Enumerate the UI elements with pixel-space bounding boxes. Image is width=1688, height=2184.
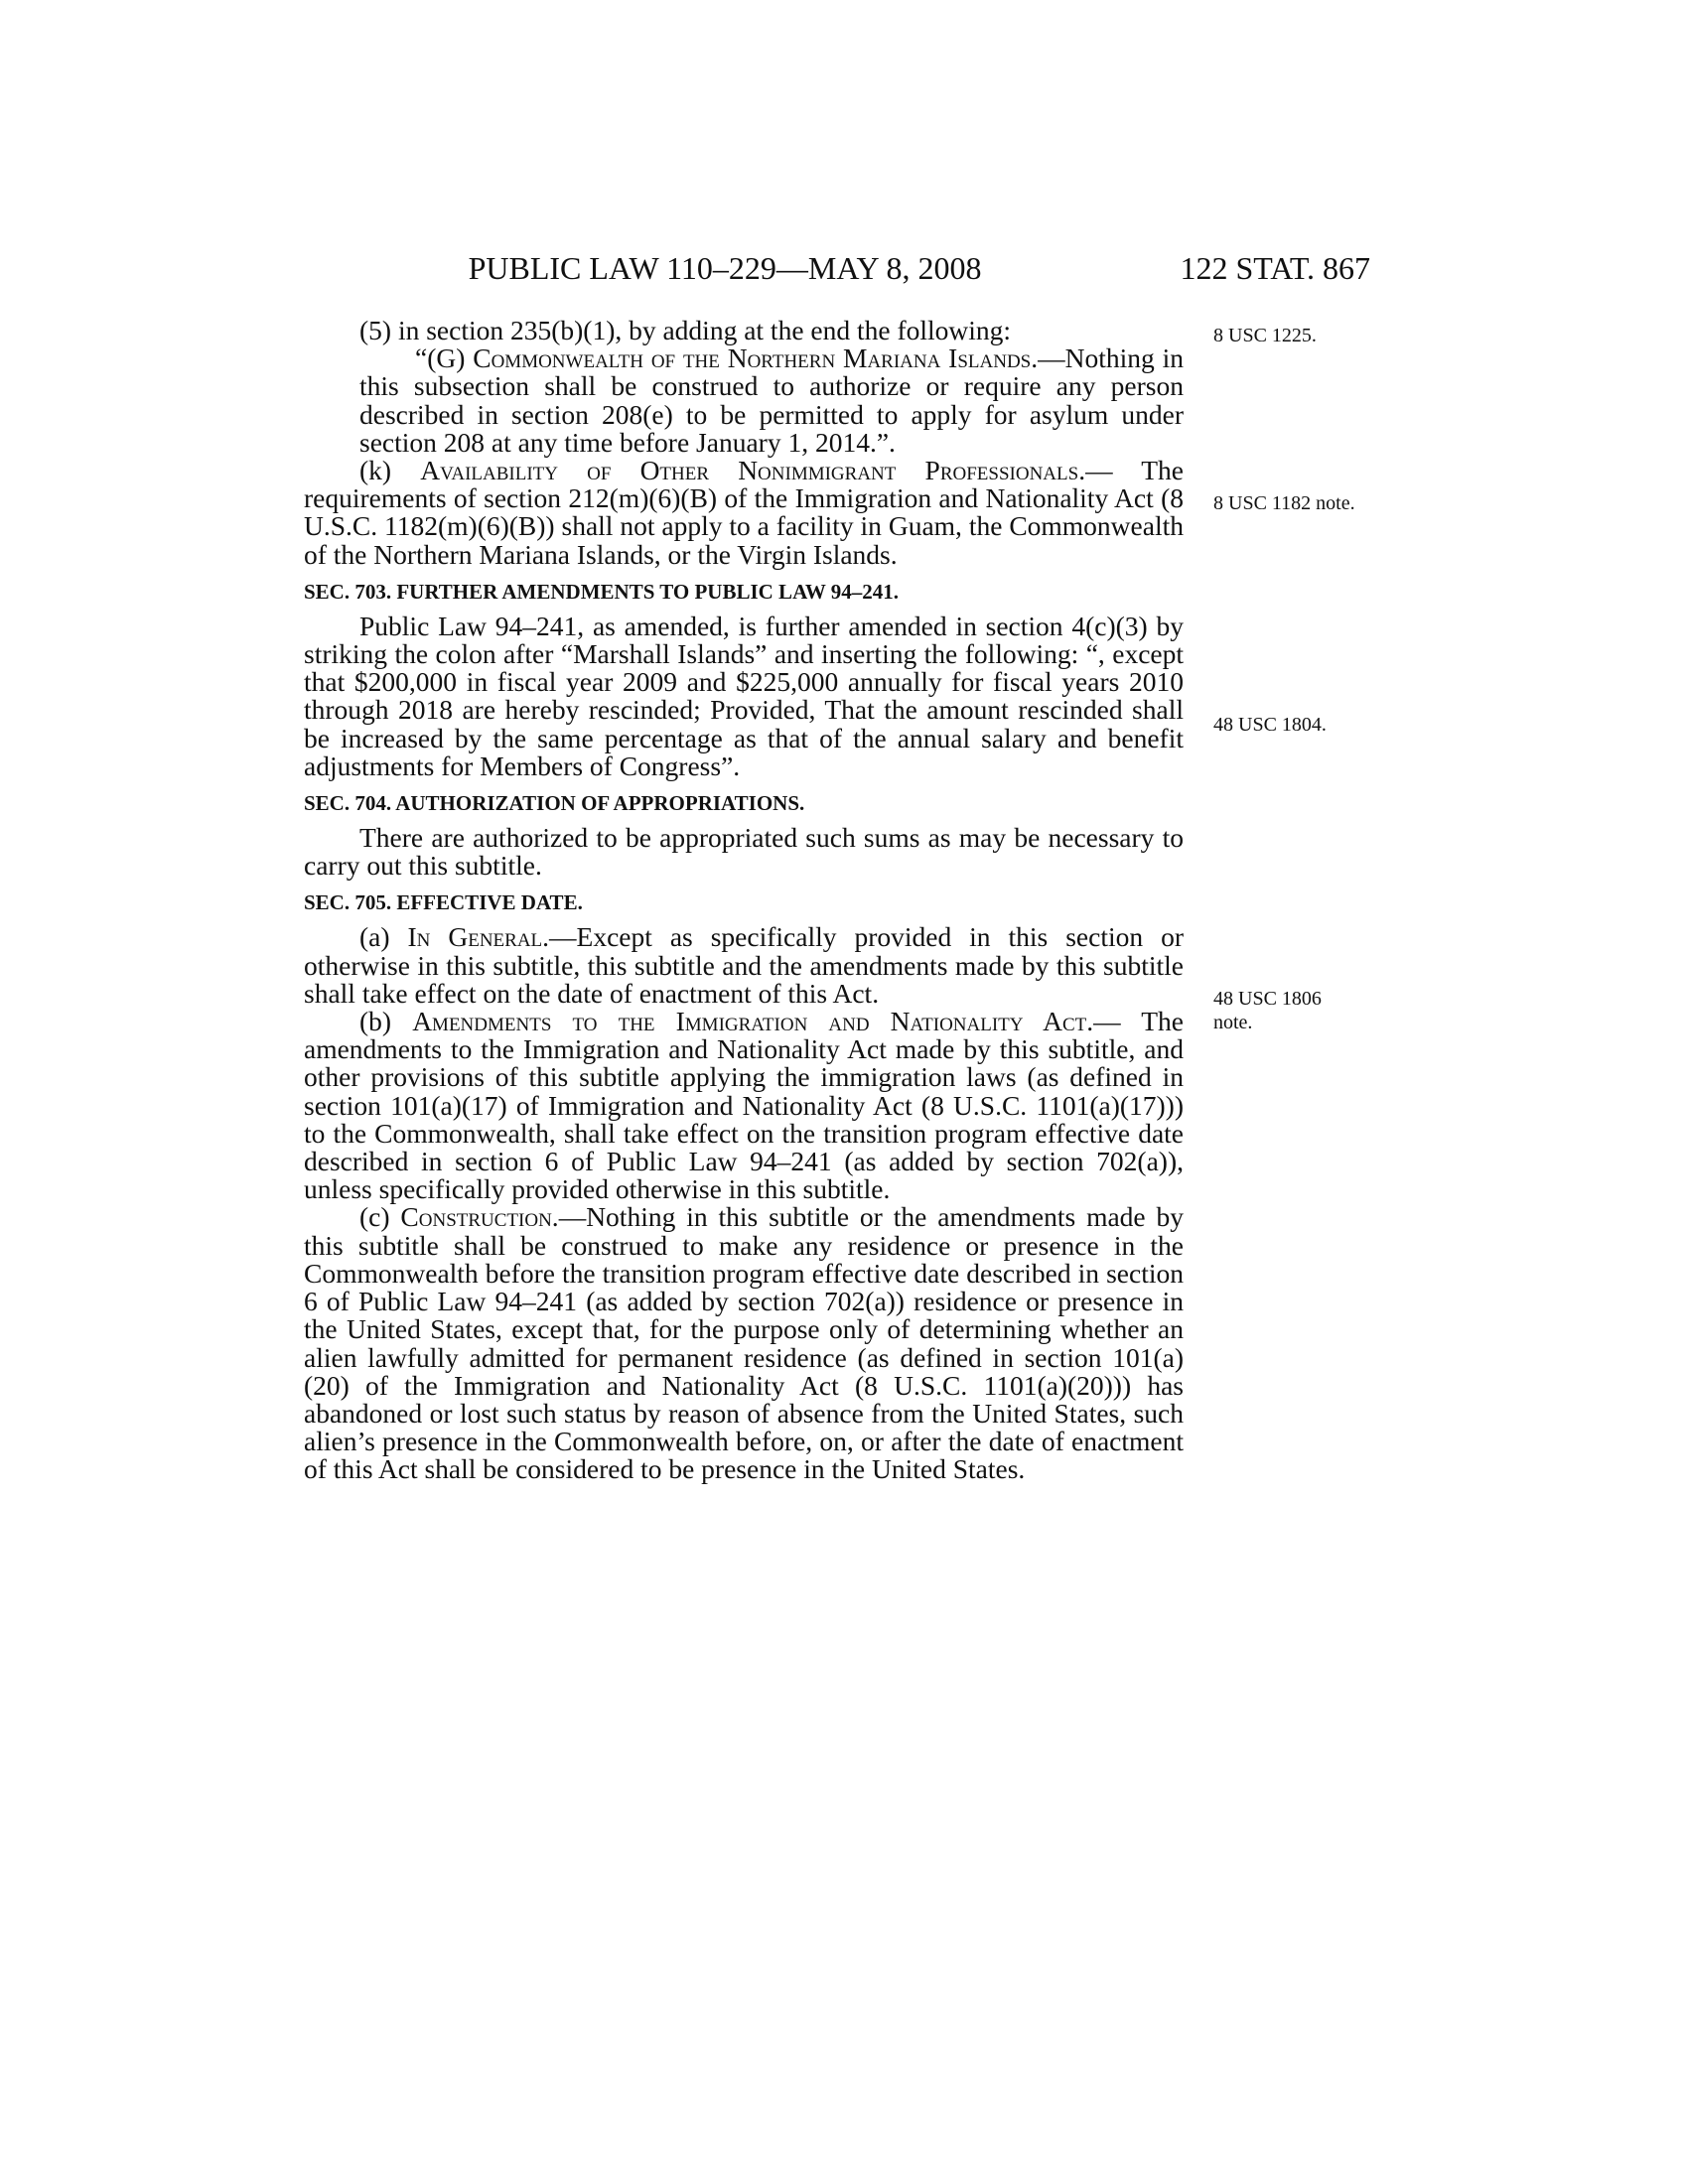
margin-note-8-usc-1225: 8 USC 1225. [1213, 325, 1317, 346]
section-704-heading: SEC. 704. AUTHORIZATION OF APPROPRIATIONS. [304, 791, 805, 816]
margin-note-line: 48 USC 1806 [1213, 988, 1322, 1010]
section-704-text: There are authorized to be appropriated such sums as may be necessary to carry out this subtitle. [304, 822, 1184, 882]
paragraph-prefix: (k) [359, 455, 421, 486]
paragraph-heading: Commonwealth of the Northern Mariana Islands. [473, 342, 1039, 374]
paragraph-text: — The amendments to the Immigration and Nationality Act made by this subtitle, and other provisions of this subtitle applying the immigration laws (as defined in section 101(a)(17) of Immigration and Nationality Act (8 U.S.C. 1101(a)(17))) to the Commonwealth, shall take effect on the transition program effective date described in section 6 of Public Law 94–241 (as added by section 702(a)), unless specifically provided otherwise in this subtitle. [304, 1006, 1184, 1205]
paragraph-text: —Nothing in this subtitle or the amendments made by this subtitle shall be construed to make any residence or presence in the Commonwealth before the transition program effective date described in section 6 of Public Law 94–241 (as added by section 702(a)) residence or presence in the United States, except that, for the purpose only of determining whether an alien lawfully admitted for permanent residence (as defined in section 101(a)(20) of the Immigration and Nationality Act (8 U.S.C. 1101(a)(20))) has abandoned or lost such status by reason of absence from the United States, such alien’s presence in the Commonwealth before, on, or after the date of enactment of this Act shall be considered to be presence in the United States. [304, 1201, 1184, 1485]
margin-note-48-usc-1806 [1213, 987, 1322, 1034]
paragraph-prefix: (b) [359, 1006, 413, 1037]
paragraph-prefix: (c) [359, 1201, 401, 1233]
margin-note-line: note. [1213, 1012, 1253, 1033]
statute-page-number: 122 STAT. 867 [1180, 250, 1370, 286]
paragraph-heading: In General. [407, 921, 550, 953]
paragraph-subsection-k [304, 457, 1184, 569]
paragraph-heading: Amendments to the Immigration and Nationality Act. [412, 1006, 1094, 1037]
paragraph-subsection-c [304, 1203, 1184, 1483]
margin-note-48-usc-1804: 48 USC 1804. [1213, 714, 1327, 736]
paragraph-prefix: “(G) [415, 342, 474, 374]
paragraph-item-5 [359, 317, 1184, 344]
paragraph-prefix: (a) [359, 921, 408, 953]
body-text [304, 317, 1184, 1484]
paragraph-text: —Nothing in this subsection shall be construed to authorize or require any person described in section 208(e) to be permitted to apply for asylum under section 208 at any time before January 1, 2014.”. [359, 342, 1184, 458]
paragraph-text: —Except as specifically provided in this section or otherwise in this subtitle, this subtitle and the amendments made by this subtitle shall take effect on the date of enactment of this Act. [304, 921, 1185, 1009]
margin-note-8-usc-1182: 8 USC 1182 note. [1213, 492, 1355, 514]
paragraph-text: (5) in section 235(b)(1), by adding at the end the following: [359, 315, 1012, 345]
paragraph-subsection-b [304, 1008, 1184, 1203]
page-header [0, 248, 1688, 288]
paragraph-heading: Construction. [400, 1201, 559, 1233]
paragraph-subsection-a [304, 923, 1184, 1008]
running-head-title: PUBLIC LAW 110–229—MAY 8, 2008 [468, 250, 982, 286]
paragraph-subparagraph-g [359, 344, 1184, 457]
paragraph-text: — The requirements of section 212(m)(6)(B) of the Immigration and Nationality Act (8 U.S.C. 1182(m)(6)(B)) shall not apply to a facility in Guam, the Commonwealth of the Northern Mariana Islands, or the Virgin Islands. [304, 455, 1184, 570]
section-705-heading: SEC. 705. EFFECTIVE DATE. [304, 890, 583, 915]
section-703-heading: SEC. 703. FURTHER AMENDMENTS TO PUBLIC LAW 94–241. [304, 579, 900, 604]
section-703-text: Public Law 94–241, as amended, is further amended in section 4(c)(3) by striking the colon after “Marshall Islands” and inserting the following: “, except that $200,000 in fiscal year 2009 and $225,000 annually for fiscal years 2010 through 2018 are hereby rescinded; Provided, That the amount rescinded shall be increased by the same percentage as that of the annual salary and benefit adjustments for Members of Congress”. [304, 610, 1184, 781]
paragraph-heading: Availability of Other Nonimmigrant Professionals. [420, 455, 1086, 486]
